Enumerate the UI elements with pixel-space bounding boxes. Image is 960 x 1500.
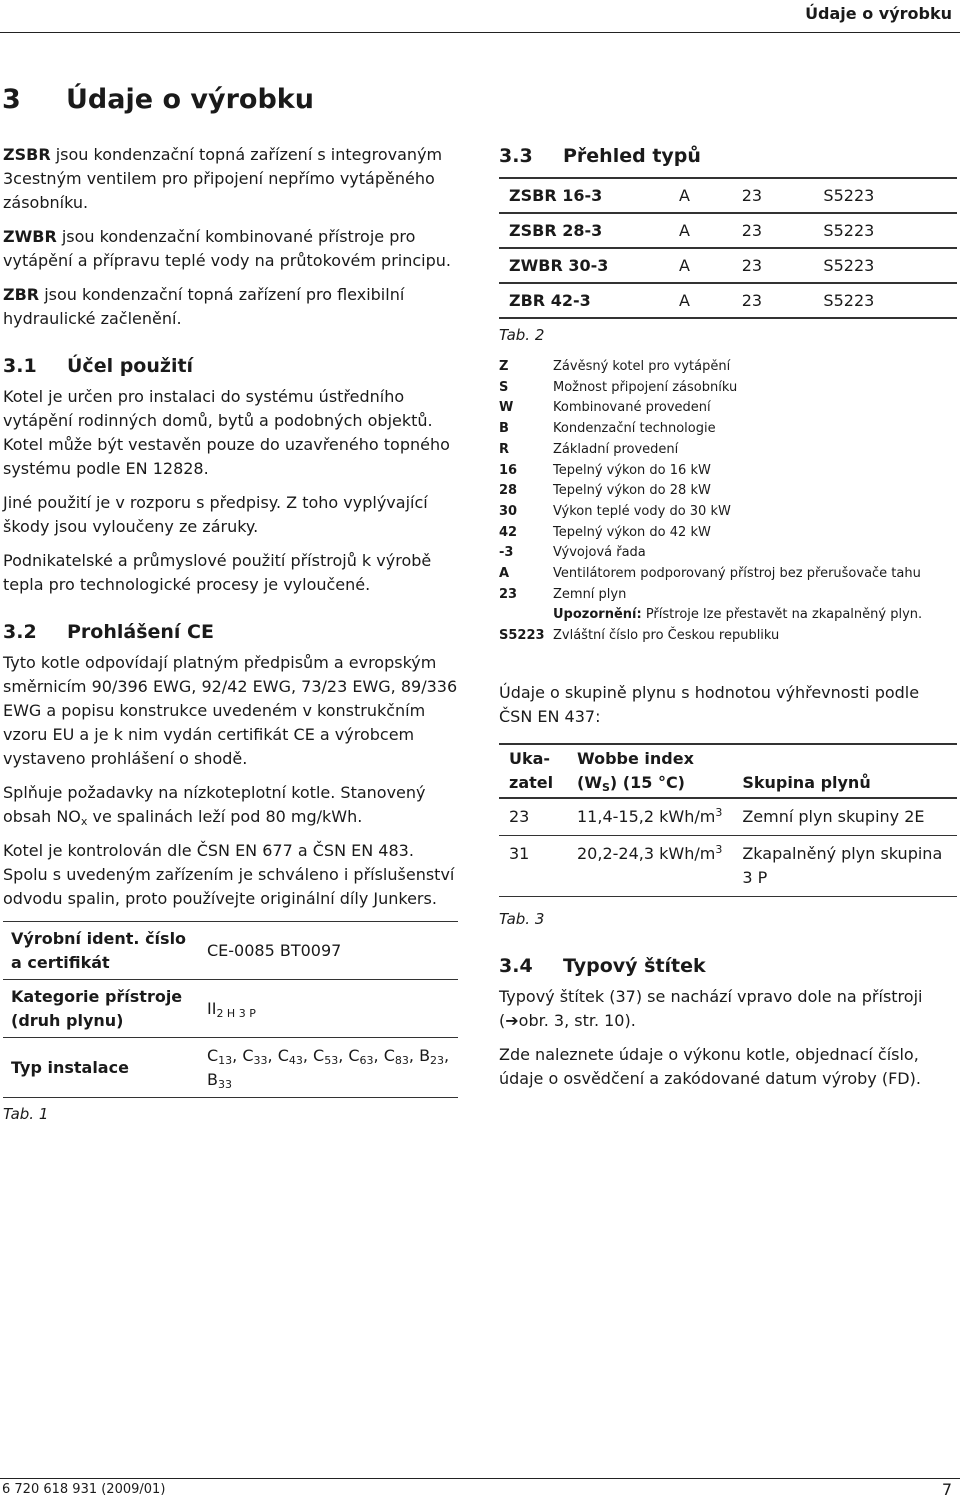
section-3-4-heading [499, 953, 957, 979]
chapter-number: 3 [2, 84, 21, 115]
section-title: Přehled typů [563, 145, 701, 167]
intro-zwbr [3, 225, 458, 273]
legend-desc: Zvláštní číslo pro Českou republiku [553, 628, 780, 644]
legend-code: 28 [499, 483, 518, 499]
table-cell-value: CE-0085 BT0097 [199, 922, 458, 980]
type-fan: A [669, 213, 732, 248]
subscript: x [80, 815, 88, 828]
text: Wobbe index [577, 748, 694, 768]
superscript: 3 [715, 805, 723, 819]
page-number: 7 [941, 1480, 952, 1499]
type-code: S5223 [813, 178, 957, 213]
section-3-3-heading [499, 143, 957, 169]
model-name: ZSBR [3, 145, 51, 164]
type-fan: A [669, 283, 732, 318]
note-text: Přístroje lze přestavět na zkapalněný plyn. [641, 607, 923, 623]
type-model: ZBR 42-3 [499, 283, 669, 318]
right-column [499, 143, 957, 1101]
table-row [3, 980, 458, 1038]
table-row [499, 248, 957, 283]
legend-desc: Závěsný kotel pro vytápění [553, 359, 731, 374]
intro-zbr [3, 283, 458, 331]
gas-intro: Údaje o skupině plynu s hodnotou výhřevnosti podle ČSN EN 437: [499, 682, 920, 726]
text: obr. 3, str. 10). [518, 1010, 636, 1030]
section-title: Prohlášení CE [67, 621, 214, 643]
gas-indicator: 31 [499, 835, 567, 896]
legend-desc: Kondenzační technologie [553, 421, 716, 437]
section-number: 3.2 [3, 621, 37, 643]
type-code: S5223 [813, 213, 957, 248]
wobbe-value [567, 798, 732, 836]
gas-indicator: 23 [499, 798, 567, 836]
text: ) (15 °C) [609, 772, 685, 792]
legend-item [499, 523, 957, 544]
legend-desc: Tepelný výkon do 42 kW [553, 524, 711, 540]
running-header: Údaje o výrobku [805, 4, 952, 23]
wobbe-value [567, 835, 732, 896]
text: (W [577, 772, 602, 792]
document-code: 6 720 618 931 (2009/01) [2, 1482, 166, 1497]
footer-rule [0, 1478, 960, 1479]
legend-item [499, 626, 957, 647]
legend-item [499, 419, 957, 440]
legend-code: 42 [499, 524, 518, 540]
legend-desc: Kombinované provedení [553, 400, 711, 416]
legend-code: -3 [499, 545, 514, 561]
legend-item [499, 481, 957, 502]
legend-desc: Výkon teplé vody do 30 kW [553, 503, 731, 519]
table-row [499, 798, 957, 836]
legend-item [499, 357, 957, 378]
table-row [499, 213, 957, 248]
text: II [207, 998, 217, 1018]
table-cell-label: Kategorie přístroje (druh plynu) [3, 980, 199, 1038]
model-name: ZBR [3, 285, 40, 304]
legend-desc: Ventilátorem podporovaný přístroj bez přerušovače tahu [553, 566, 921, 582]
text: 11,4-15,2 kWh/m [577, 806, 716, 826]
section-number: 3.4 [499, 954, 533, 977]
legend-code: S [499, 379, 509, 395]
legend-desc: Tepelný výkon do 28 kW [553, 483, 711, 499]
header-indicator: Uka-zatel [499, 744, 567, 798]
legend-desc: Zemní plyn [553, 586, 627, 602]
s31-paragraph-3: Podnikatelské a průmyslové použití přístrojů k výrobě tepla pro technologické procesy je vyloučené. [3, 551, 432, 594]
table-3-caption: Tab. 3 [499, 909, 545, 928]
type-fan: A [669, 178, 732, 213]
table-2-caption: Tab. 2 [499, 326, 545, 344]
model-name: ZWBR [3, 227, 57, 246]
legend-code: 23 [499, 586, 518, 602]
s32-paragraph-3: Kotel je kontrolován dle ČSN EN 677 a ČSN EN 483. Spolu s uvedeným zařízením je schváleno i příslušenství odvodu spalin, proto používejte originální díly Junkers. [3, 841, 455, 908]
chapter-title: Údaje o výrobku [66, 84, 314, 115]
table-cell-label: Typ instalace [3, 1038, 199, 1098]
left-column [3, 143, 458, 1126]
type-model: ZSBR 16-3 [499, 178, 669, 213]
header-rule [0, 32, 960, 33]
section-title: Typový štítek [563, 954, 706, 977]
legend-desc: Tepelný výkon do 16 kW [553, 462, 711, 478]
gas-group: Zemní plyn skupiny 2E [732, 798, 957, 836]
legend-item [499, 585, 957, 606]
legend-note [499, 605, 957, 626]
type-gas: 23 [732, 213, 814, 248]
table-1 [3, 921, 458, 1098]
legend-code: A [499, 566, 510, 582]
legend-desc: Možnost připojení zásobníku [553, 379, 738, 395]
table-2 [499, 177, 957, 319]
superscript: 3 [715, 842, 723, 856]
type-code: S5223 [813, 248, 957, 283]
legend-item [499, 543, 957, 564]
legend-code: R [499, 441, 510, 457]
table-row [499, 835, 957, 896]
text: ve spalinách leží pod 80 mg/kWh. [87, 807, 363, 826]
section-number: 3.1 [3, 355, 37, 377]
header-gas-group: Skupina plynů [732, 744, 957, 798]
section-title: Účel použití [67, 355, 194, 377]
table-header-row [499, 744, 957, 798]
intro-text: jsou kondenzační kombinované přístroje pro vytápění a přípravu teplé vody na průtokovém principu. [3, 227, 451, 270]
type-gas: 23 [732, 248, 814, 283]
legend-item [499, 502, 957, 523]
s32-paragraph-2 [3, 781, 458, 829]
legend-code: Z [499, 359, 509, 374]
legend-item [499, 398, 957, 419]
table-cell-value [199, 980, 458, 1038]
intro-text: jsou kondenzační topná zařízení s integrovaným 3cestným ventilem pro připojení nepřímo vytápěného zásobníku. [3, 145, 443, 212]
subscript: 2 H 3 P [216, 1006, 256, 1020]
table-1-caption: Tab. 1 [3, 1105, 49, 1123]
intro-text: jsou kondenzační topná zařízení pro flexibilní hydraulické začlenění. [3, 285, 405, 328]
s31-paragraph-2: Jiné použití je v rozporu s předpisy. Z toho vyplývající škody jsou vyloučeny ze záruky. [3, 493, 428, 536]
table-row [3, 922, 458, 980]
text: Typový štítek (37) se nachází vpravo dole na přístroji ( [499, 986, 923, 1030]
legend-code: B [499, 421, 509, 437]
text: 20,2-24,3 kWh/m [577, 843, 716, 863]
type-model: ZSBR 28-3 [499, 213, 669, 248]
gas-group: Zkapalněný plyn skupina 3 P [732, 835, 957, 896]
type-model: ZWBR 30-3 [499, 248, 669, 283]
section-3-1-heading [3, 353, 458, 379]
s34-paragraph-2: Zde naleznete údaje o výkonu kotle, objednací číslo, údaje o osvědčení a zakódované datum výroby (FD). [499, 1044, 921, 1088]
table-3 [499, 743, 957, 897]
table-row [3, 1038, 458, 1098]
legend-code: 30 [499, 503, 518, 519]
legend-desc: Vývojová řada [553, 545, 646, 561]
table-cell-label: Výrobní ident. číslo a certifikát [3, 922, 199, 980]
section-3-2-heading [3, 619, 458, 645]
s32-paragraph-1: Tyto kotle odpovídají platným předpisům a evropským směrnicím 90/396 EWG, 92/42 EWG, 73/23 EWG, 89/336 EWG a popisu konstrukce uvedeném v konstrukčním vzoru EU a je k nim vydán certifikát CE a výrobcem vystaveno prohlášení o shodě. [3, 653, 458, 768]
legend-code: W [499, 400, 514, 416]
legend-code: S5223 [499, 628, 545, 644]
s34-paragraph-1 [499, 985, 957, 1033]
type-code-legend [499, 357, 957, 647]
subscript: S [601, 780, 610, 794]
type-gas: 23 [732, 283, 814, 318]
table-cell-value-install-types: $C_{13}$, $C_{33}$, $C_{43}$, $C_{53}$, $C_{63}$, $C_{83}$, $B_{23}$, $B_{33}$ [199, 1038, 458, 1098]
legend-desc: Základní provedení [553, 441, 679, 457]
legend-code: 16 [499, 462, 518, 478]
text: Splňuje požadavky na nízkoteplotní kotle. Stanovený obsah NO [3, 783, 426, 826]
legend-item [499, 440, 957, 461]
type-fan: A [669, 248, 732, 283]
chapter-heading [2, 84, 314, 115]
legend-item [499, 564, 957, 585]
s31-paragraph-1: Kotel je určen pro instalaci do systému ústředního vytápění rodinných domů, bytů a podobných objektů. Kotel může být vestavěn pouze do uzavřeného topného systému podle EN 12828. [3, 387, 450, 478]
header-wobbe [567, 744, 732, 798]
section-number: 3.3 [499, 145, 533, 167]
legend-item [499, 378, 957, 399]
table-row [499, 178, 957, 213]
arrow-icon: ➔ [505, 1010, 519, 1030]
intro-zsbr [3, 143, 458, 215]
table-row [499, 283, 957, 318]
type-gas: 23 [732, 178, 814, 213]
legend-item [499, 461, 957, 482]
note-label: Upozornění: [553, 607, 642, 623]
type-code: S5223 [813, 283, 957, 318]
